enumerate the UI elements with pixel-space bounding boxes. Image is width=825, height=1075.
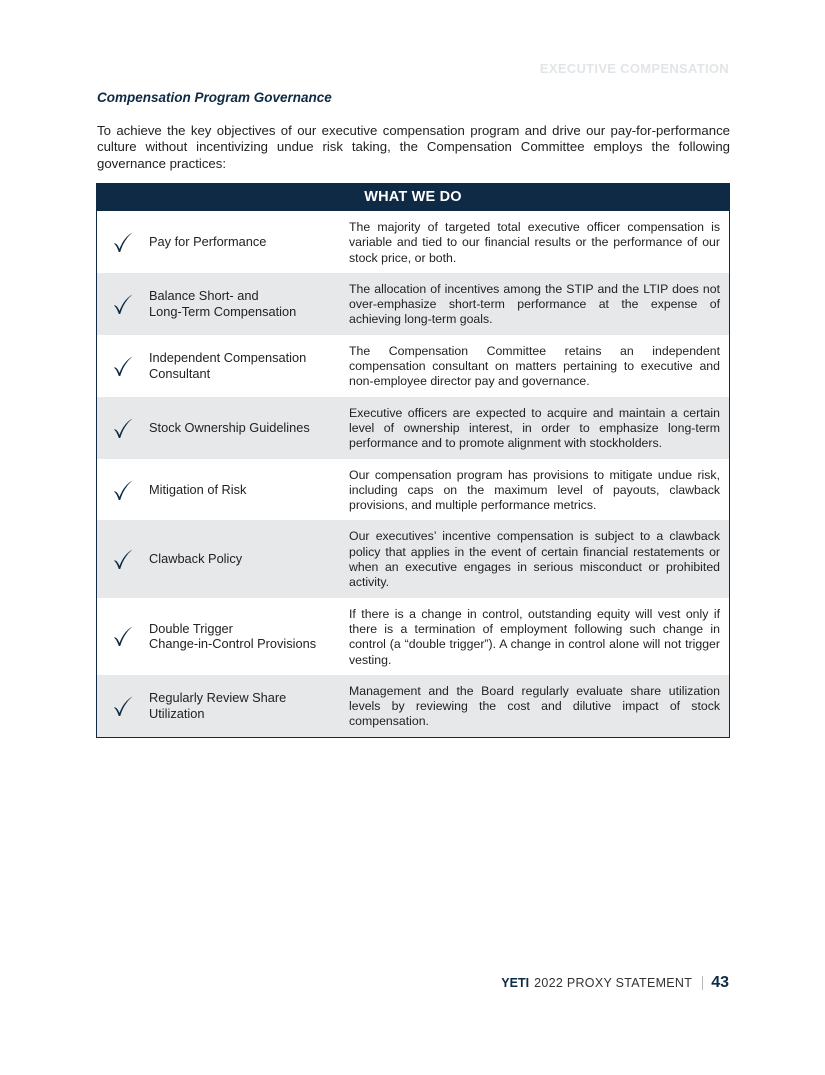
- footer-divider: [702, 976, 703, 990]
- practice-description: Management and the Board regularly evaluate share utilization levels by reviewing the cost and dilutive impact of stock compensation.: [349, 683, 720, 729]
- intro-paragraph: To achieve the key objectives of our executive compensation program and drive our pay-for-performance culture without incentivizing undue risk taking, the Compensation Committee employs the following governance practices:: [97, 123, 730, 171]
- checkmark-icon: [97, 355, 149, 377]
- practice-description: The allocation of incentives among the STIP and the LTIP does not over-emphasize short-term performance at the expense of achieving long-term goals.: [349, 281, 720, 327]
- practice-label-line: Pay for Performance: [149, 234, 267, 250]
- practice-label: [149, 350, 349, 381]
- practice-description: Our executives’ incentive compensation is subject to a clawback policy that applies in the event of certain financial restatements or when an executive engages in serious misconduct or prohibited activity.: [349, 529, 720, 590]
- footer-brand: YETI: [501, 976, 530, 990]
- practice-label-line: Regularly Review Share: [149, 690, 287, 706]
- practice-label: [149, 288, 349, 319]
- practice-label: [149, 621, 349, 652]
- table-row: [97, 598, 729, 675]
- footer-document-title: 2022 PROXY STATEMENT: [534, 976, 693, 990]
- practice-description: Our compensation program has provisions to mitigate undue risk, including caps on the maximum level of payouts, clawback provisions, and multiple performance metrics.: [349, 467, 720, 513]
- practice-label-line: Utilization: [149, 705, 205, 721]
- practice-description: The majority of targeted total executive officer compensation is variable and tied to our financial results or the performance of our stock price, or both.: [349, 220, 720, 265]
- practice-label-line: Independent Compensation: [149, 350, 307, 366]
- table-body: [97, 211, 729, 737]
- practice-label-line: Mitigation of Risk: [149, 481, 247, 497]
- practice-description: The Compensation Committee retains an independent compensation consultant on matters pertaining to executive and non-employee director pay and governance.: [349, 343, 720, 389]
- table-row: [97, 459, 729, 521]
- practice-description: If there is a change in control, outstanding equity will vest only if there is a termination of employment following such change in control (a “double trigger”). A change in control alone will not trigger vesting.: [349, 606, 720, 667]
- practice-label: [149, 420, 349, 436]
- checkmark-icon: [97, 695, 149, 717]
- practice-label-line: Change-in-Control Provisions: [149, 636, 317, 652]
- practice-label-line: Stock Ownership Guidelines: [149, 419, 310, 435]
- practice-label: [149, 690, 349, 721]
- practice-label-line: Long-Term Compensation: [149, 303, 297, 319]
- section-subheading: Compensation Program Governance: [97, 90, 332, 105]
- table-row: [97, 675, 729, 737]
- checkmark-icon: [97, 231, 149, 253]
- table-row: [97, 211, 729, 273]
- table-row: [97, 273, 729, 335]
- practice-label: [149, 234, 349, 250]
- checkmark-icon: [97, 293, 149, 315]
- page-number: 43: [711, 974, 729, 991]
- practice-label: [149, 551, 349, 567]
- practice-description: Executive officers are expected to acquire and maintain a certain level of ownership interest, in order to emphasize long-term performance and to promote alignment with stockholders.: [349, 405, 720, 451]
- table-row: [97, 335, 729, 397]
- governance-table: [96, 183, 730, 738]
- page-footer: [501, 974, 729, 992]
- practice-label-line: Consultant: [149, 365, 211, 381]
- practice-label-line: Double Trigger: [149, 620, 233, 636]
- checkmark-icon: [97, 417, 149, 439]
- table-row: [97, 397, 729, 459]
- practice-label-line: Balance Short- and: [149, 288, 259, 304]
- checkmark-icon: [97, 625, 149, 647]
- checkmark-icon: [97, 548, 149, 570]
- section-header: EXECUTIVE COMPENSATION: [539, 61, 729, 76]
- checkmark-icon: [97, 479, 149, 501]
- table-row: [97, 520, 729, 597]
- table-header: WHAT WE DO: [97, 184, 729, 211]
- practice-label: [149, 482, 349, 498]
- practice-label-line: Clawback Policy: [149, 551, 243, 567]
